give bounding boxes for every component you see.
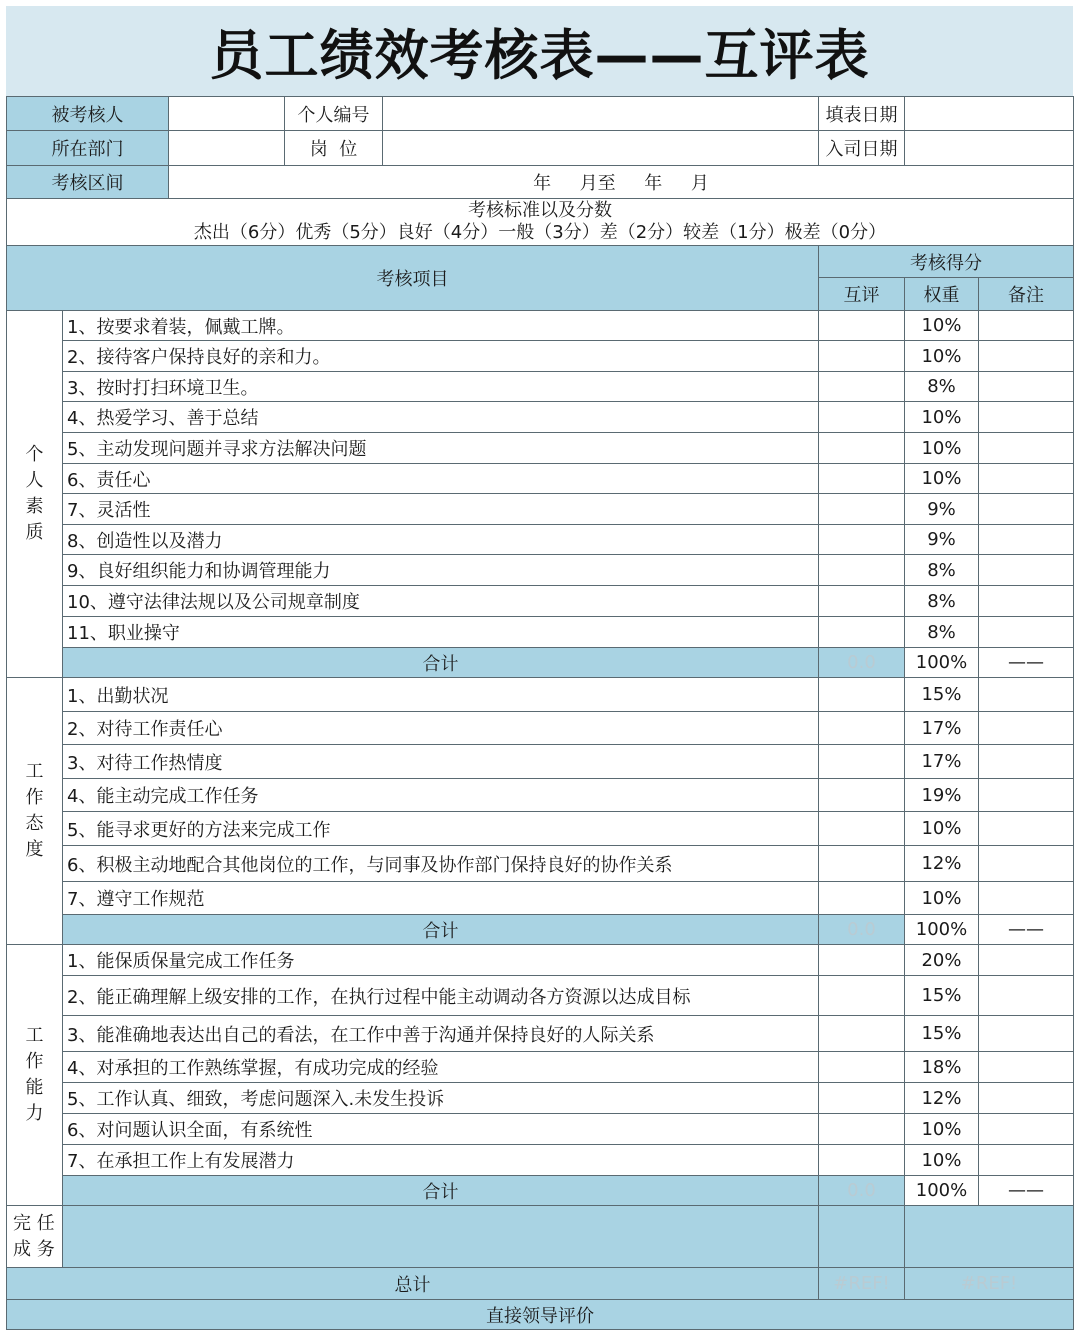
subtotal-score: 0.0 <box>819 648 905 678</box>
weight-cell: 8% <box>905 586 979 617</box>
item-text: 4、对承担的工作熟练掌握，有成功完成的经验 <box>63 1052 819 1083</box>
subtotal-row <box>7 915 1074 945</box>
note-cell[interactable] <box>979 678 1074 712</box>
subtotal-label: 合计 <box>63 1176 819 1206</box>
peer-score-cell[interactable] <box>819 678 905 712</box>
peer-column-header: 互评 <box>819 278 905 311</box>
weight-cell: 8% <box>905 372 979 402</box>
weight-cell: 12% <box>905 1083 979 1114</box>
section-name: 工作能力 <box>25 1025 44 1124</box>
note-cell[interactable] <box>979 1052 1074 1083</box>
info-row-1 <box>7 97 1074 131</box>
item-text: 5、工作认真、细致，考虑问题深入.未发生投诉 <box>63 1083 819 1114</box>
item-text: 6、对问题认识全面，有系统性 <box>63 1114 819 1145</box>
standards-scale: 杰出（6分）优秀（5分）良好（4分）一般（3分）差（2分）较差（1分）极差（0分） <box>193 222 887 243</box>
column-header-row-1 <box>7 246 1074 278</box>
total-weight: #REF! <box>905 1268 1074 1300</box>
table-row <box>7 617 1074 648</box>
table-row <box>7 494 1074 525</box>
peer-score-cell[interactable] <box>819 402 905 433</box>
id-label: 个人编号 <box>285 97 383 131</box>
section-label <box>7 311 63 678</box>
total-peer: #REF! <box>819 1268 905 1300</box>
item-text: 5、能寻求更好的方法来完成工作 <box>63 812 819 846</box>
table-row <box>7 586 1074 617</box>
note-cell[interactable] <box>979 525 1074 555</box>
weight-cell: 8% <box>905 617 979 648</box>
section-label <box>7 678 63 945</box>
item-text: 6、责任心 <box>63 464 819 494</box>
note-cell[interactable] <box>979 372 1074 402</box>
note-cell[interactable] <box>979 341 1074 372</box>
info-row-3 <box>7 166 1074 199</box>
table-row <box>7 525 1074 555</box>
table-row <box>7 678 1074 712</box>
peer-score-cell[interactable] <box>819 586 905 617</box>
name-field[interactable] <box>169 97 285 131</box>
weight-cell: 10% <box>905 341 979 372</box>
table-row <box>7 1145 1074 1176</box>
note-cell[interactable] <box>979 846 1074 882</box>
total-label: 总计 <box>7 1268 819 1300</box>
subtotal-weight: 100% <box>905 648 979 678</box>
weight-cell: 10% <box>905 1114 979 1145</box>
peer-score-cell[interactable] <box>819 882 905 915</box>
table-row <box>7 372 1074 402</box>
dept-label: 所在部门 <box>7 131 169 166</box>
note-cell[interactable] <box>979 1114 1074 1145</box>
item-text: 3、按时打扫环境卫生。 <box>63 372 819 402</box>
peer-score-cell[interactable] <box>819 311 905 341</box>
item-text: 7、灵活性 <box>63 494 819 525</box>
standards-row <box>7 199 1074 246</box>
subtotal-weight: 100% <box>905 1176 979 1206</box>
task-score-field[interactable] <box>905 1206 1074 1268</box>
item-text: 1、能保质保量完成工作任务 <box>63 945 819 976</box>
table-row <box>7 433 1074 464</box>
item-text: 1、出勤状况 <box>63 678 819 712</box>
post-field[interactable] <box>383 131 819 166</box>
note-cell[interactable] <box>979 779 1074 812</box>
table-row <box>7 976 1074 1016</box>
standards-title: 考核标准以及分数 <box>468 200 612 221</box>
weight-cell: 12% <box>905 846 979 882</box>
weight-cell: 17% <box>905 745 979 779</box>
note-cell[interactable] <box>979 1083 1074 1114</box>
peer-score-cell[interactable] <box>819 494 905 525</box>
weight-cell: 19% <box>905 779 979 812</box>
weight-cell: 10% <box>905 433 979 464</box>
table-row <box>7 341 1074 372</box>
peer-score-cell[interactable] <box>819 712 905 745</box>
item-text: 4、热爱学习、善于总结 <box>63 402 819 433</box>
weight-cell: 10% <box>905 311 979 341</box>
peer-score-cell[interactable] <box>819 464 905 494</box>
subtotal-label: 合计 <box>63 648 819 678</box>
subtotal-note: —— <box>979 915 1074 945</box>
note-cell[interactable] <box>979 945 1074 976</box>
item-text: 5、主动发现问题并寻求方法解决问题 <box>63 433 819 464</box>
note-cell[interactable] <box>979 882 1074 915</box>
weight-cell: 15% <box>905 678 979 712</box>
post-label: 岗 位 <box>285 131 383 166</box>
peer-score-cell[interactable] <box>819 745 905 779</box>
note-cell[interactable] <box>979 555 1074 586</box>
weight-cell: 10% <box>905 1145 979 1176</box>
note-cell[interactable] <box>979 402 1074 433</box>
item-text: 8、创造性以及潜力 <box>63 525 819 555</box>
item-text: 3、对待工作热情度 <box>63 745 819 779</box>
peer-score-cell[interactable] <box>819 1016 905 1052</box>
weight-cell: 9% <box>905 525 979 555</box>
join-date-field[interactable] <box>905 131 1074 166</box>
weight-cell: 17% <box>905 712 979 745</box>
table-row <box>7 402 1074 433</box>
note-cell[interactable] <box>979 745 1074 779</box>
weight-cell: 15% <box>905 1016 979 1052</box>
note-cell[interactable] <box>979 1145 1074 1176</box>
fill-date-field[interactable] <box>905 97 1074 131</box>
item-text: 7、在承担工作上有发展潜力 <box>63 1145 819 1176</box>
total-row <box>7 1268 1074 1300</box>
table-row <box>7 745 1074 779</box>
peer-score-cell[interactable] <box>819 372 905 402</box>
weight-cell: 10% <box>905 882 979 915</box>
subtotal-row <box>7 648 1074 678</box>
item-text: 9、良好组织能力和协调管理能力 <box>63 555 819 586</box>
table-row <box>7 555 1074 586</box>
weight-cell: 15% <box>905 976 979 1016</box>
note-cell[interactable] <box>979 712 1074 745</box>
note-column-header: 备注 <box>979 278 1074 311</box>
peer-score-cell[interactable] <box>819 525 905 555</box>
subtotal-score: 0.0 <box>819 1176 905 1206</box>
task-label-line-2: 成 务 <box>13 1238 55 1260</box>
weight-cell: 20% <box>905 945 979 976</box>
note-cell[interactable] <box>979 1016 1074 1052</box>
item-text: 7、遵守工作规范 <box>63 882 819 915</box>
table-row <box>7 1114 1074 1145</box>
task-label-line-1: 完 任 <box>13 1212 55 1234</box>
table-row <box>7 464 1074 494</box>
dept-field[interactable] <box>169 131 285 166</box>
table-row <box>7 812 1074 846</box>
subtotal-weight: 100% <box>905 915 979 945</box>
weight-cell: 10% <box>905 402 979 433</box>
table-row <box>7 882 1074 915</box>
item-text: 4、能主动完成工作任务 <box>63 779 819 812</box>
note-cell[interactable] <box>979 976 1074 1016</box>
peer-score-cell[interactable] <box>819 846 905 882</box>
leader-evaluation-label: 直接领导评价 <box>7 1300 1074 1330</box>
leader-row <box>7 1300 1074 1330</box>
note-cell[interactable] <box>979 617 1074 648</box>
task-peer-field[interactable] <box>819 1206 905 1268</box>
item-text: 6、积极主动地配合其他岗位的工作，与同事及协作部门保持良好的协作关系 <box>63 846 819 882</box>
peer-score-cell[interactable] <box>819 1052 905 1083</box>
peer-score-cell[interactable] <box>819 945 905 976</box>
table-row <box>7 779 1074 812</box>
table-row <box>7 1083 1074 1114</box>
section-name: 工作态度 <box>25 761 44 860</box>
peer-score-cell[interactable] <box>819 433 905 464</box>
item-text: 10、遵守法律法规以及公司规章制度 <box>63 586 819 617</box>
table-row <box>7 846 1074 882</box>
peer-score-cell[interactable] <box>819 1083 905 1114</box>
section-label <box>7 945 63 1206</box>
item-text: 1、按要求着装，佩戴工牌。 <box>63 311 819 341</box>
peer-score-cell[interactable] <box>819 1145 905 1176</box>
table-row <box>7 945 1074 976</box>
score-group-header: 考核得分 <box>819 246 1074 278</box>
peer-score-cell[interactable] <box>819 976 905 1016</box>
item-text: 2、能正确理解上级安排的工作，在执行过程中能主动调动各方资源以达成目标 <box>63 976 819 1016</box>
table-row <box>7 1052 1074 1083</box>
table-row <box>7 712 1074 745</box>
page-title: 员工绩效考核表——互评表 <box>209 23 870 87</box>
info-row-2 <box>7 131 1074 166</box>
task-label <box>7 1206 63 1268</box>
item-text: 11、职业操守 <box>63 617 819 648</box>
subtotal-score: 0.0 <box>819 915 905 945</box>
weight-cell: 10% <box>905 812 979 846</box>
subtotal-note: —— <box>979 648 1074 678</box>
weight-column-header: 权重 <box>905 278 979 311</box>
subtotal-note: —— <box>979 1176 1074 1206</box>
id-field[interactable] <box>383 97 819 131</box>
weight-cell: 10% <box>905 464 979 494</box>
note-cell[interactable] <box>979 586 1074 617</box>
item-text: 3、能准确地表达出自己的看法，在工作中善于沟通并保持良好的人际关系 <box>63 1016 819 1052</box>
peer-score-cell[interactable] <box>819 812 905 846</box>
peer-score-cell[interactable] <box>819 341 905 372</box>
peer-score-cell[interactable] <box>819 555 905 586</box>
weight-cell: 8% <box>905 555 979 586</box>
join-date-label: 入司日期 <box>819 131 905 166</box>
subtotal-label: 合计 <box>63 915 819 945</box>
note-cell[interactable] <box>979 311 1074 341</box>
peer-score-cell[interactable] <box>819 1114 905 1145</box>
name-label: 被考核人 <box>7 97 169 131</box>
item-text: 2、对待工作责任心 <box>63 712 819 745</box>
task-row <box>7 1206 1074 1268</box>
weight-cell: 18% <box>905 1052 979 1083</box>
subtotal-row <box>7 1176 1074 1206</box>
peer-score-cell[interactable] <box>819 779 905 812</box>
weight-cell: 9% <box>905 494 979 525</box>
title-bar <box>6 6 1073 96</box>
note-cell[interactable] <box>979 464 1074 494</box>
note-cell[interactable] <box>979 433 1074 464</box>
table-row <box>7 311 1074 341</box>
note-cell[interactable] <box>979 812 1074 846</box>
review-table <box>6 96 1074 1330</box>
note-cell[interactable] <box>979 494 1074 525</box>
task-content-field[interactable] <box>63 1206 819 1268</box>
period-label: 考核区间 <box>7 166 169 199</box>
peer-score-cell[interactable] <box>819 617 905 648</box>
item-column-header: 考核项目 <box>7 246 819 311</box>
item-text: 2、接待客户保持良好的亲和力。 <box>63 341 819 372</box>
section-name: 个人素质 <box>25 444 44 543</box>
fill-date-label: 填表日期 <box>819 97 905 131</box>
standards-cell <box>7 199 1074 246</box>
period-value[interactable]: 年 月至 年 月 <box>169 166 1074 199</box>
table-row <box>7 1016 1074 1052</box>
